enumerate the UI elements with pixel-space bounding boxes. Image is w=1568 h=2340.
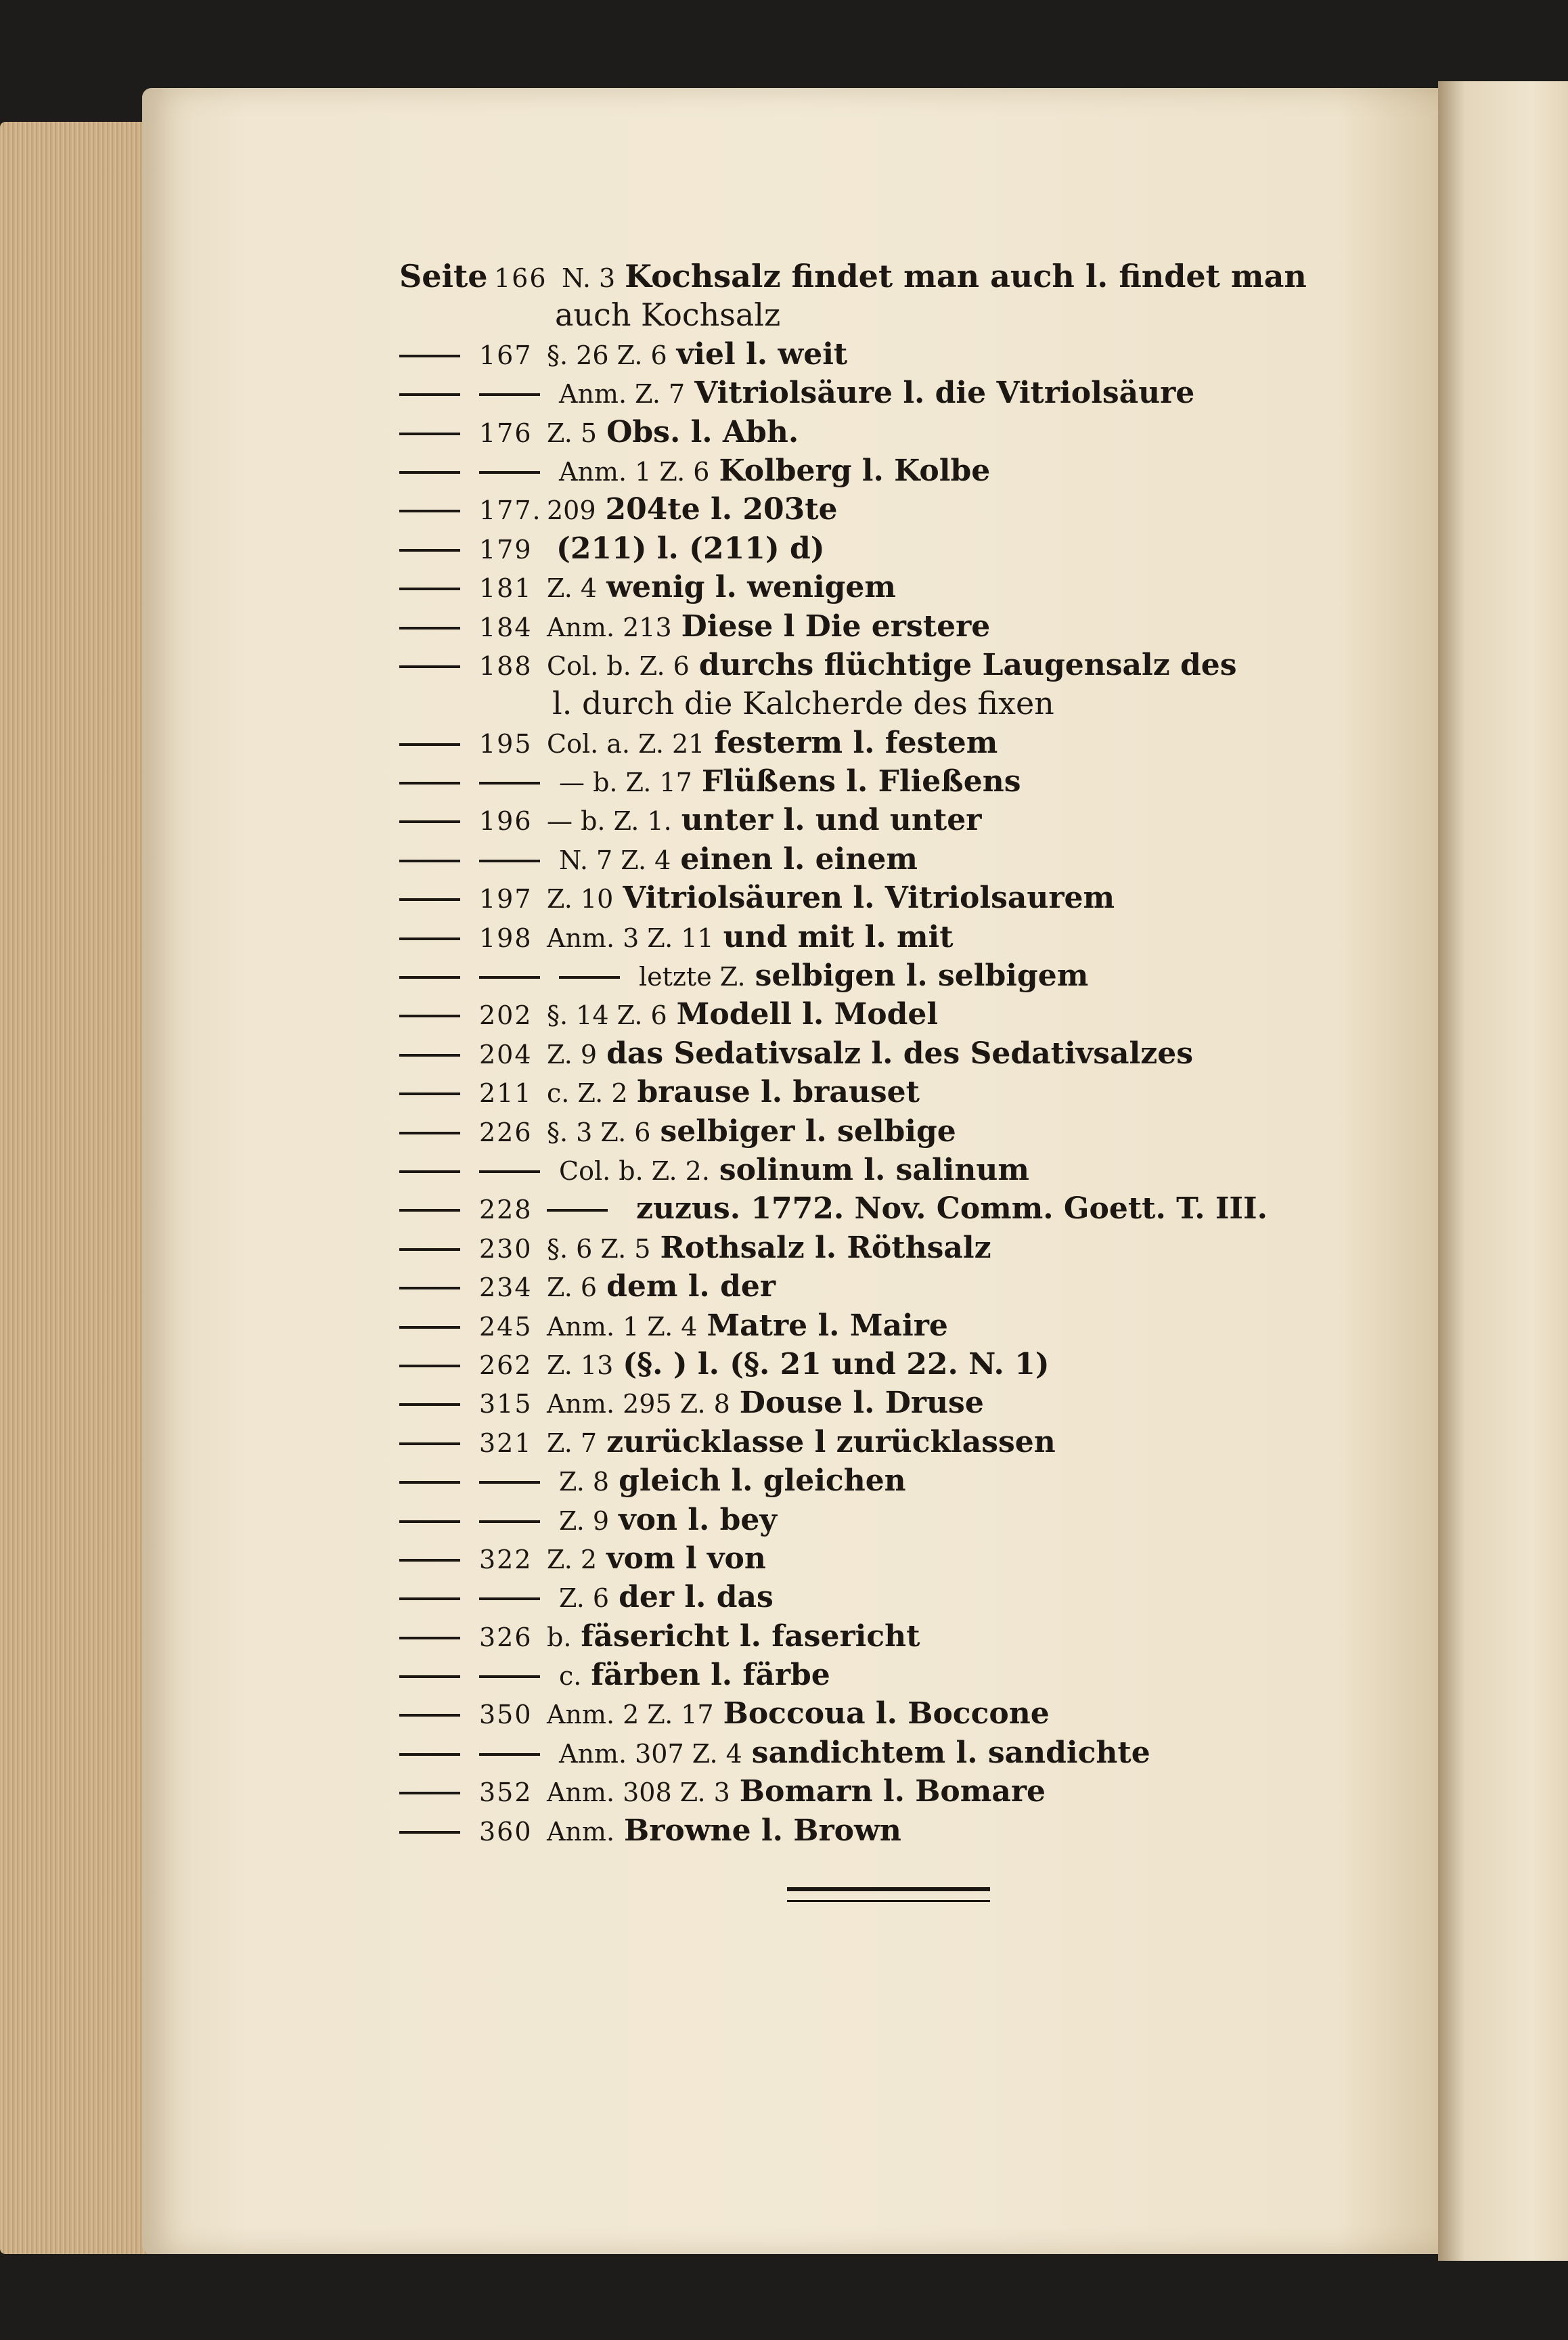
errata-entry [399,879,1387,917]
page-number: 326 [479,1622,533,1652]
ditto-dash [399,976,460,979]
page-number: 167 [479,340,533,370]
location-ref: Z. 2 [547,1544,598,1574]
location-ref: Z. 6 [559,1583,610,1614]
errata-entry [399,1151,1387,1189]
errata-entry [399,801,1387,839]
location-ref: — b. Z. 17 [559,768,692,798]
correction-text: Vitriolsäure l. die Vitriolsäure [694,376,1195,411]
location-ref: Z. 6 [547,1273,598,1303]
errata-entry [399,335,1387,374]
ditto-dash [399,1092,460,1095]
errata-entry [399,1694,1387,1733]
location-ref: §. 3 Z. 6 [547,1117,651,1147]
correction-text: 204te l. 203te [605,492,838,527]
location-ref: Anm. 3 Z. 11 [547,923,714,953]
errata-entry [399,451,1387,490]
ditto-page-dash [479,1597,540,1600]
location-ref: §. 26 Z. 6 [547,340,667,370]
correction-text: durchs flüchtige Laugensalz des [698,647,1237,682]
ditto-page-dash [479,860,540,862]
correction-text: viel l. weit [676,336,848,372]
errata-entry [399,1501,1387,1539]
page-number: 350 [479,1700,533,1730]
ditto-dash [399,665,460,668]
ditto-page-dash [479,1753,540,1756]
correction-text: Kochsalz findet man auch l. findet man [625,258,1307,294]
ditto-dash [399,588,460,590]
ditto-dash [399,1365,460,1367]
errata-entry [399,1811,1387,1850]
errata-entry [399,1578,1387,1616]
errata-entry [399,374,1387,412]
ditto-dash [399,549,460,552]
errata-entry [399,1734,1387,1772]
errata-entry [399,918,1387,956]
ditto-dash [399,937,460,940]
errata-entry [399,724,1387,762]
location-ref: Anm. 1 Z. 6 [559,456,710,487]
ditto-dash [399,1481,460,1484]
errata-entry [399,1617,1387,1656]
location-ref: Anm. Z. 7 [559,379,686,410]
errata-entry [399,490,1387,529]
ditto-dash [399,743,460,746]
page-number: 181 [479,573,533,604]
location-ref: letzte Z. [639,962,746,992]
errata-entry [399,1461,1387,1500]
page-number: 179 [479,534,533,565]
errata-entry [399,1112,1387,1151]
correction-text: (§. ) l. (§. 21 und 22. N. 1) [623,1346,1050,1382]
ditto-dash [399,782,460,785]
errata-continuation: l. durch die Kalcherde des fixen [552,685,1054,722]
location-ref: c. [559,1661,582,1692]
correction-text: unter l. und unter [681,803,982,838]
correction-text: fäsericht l. fasericht [581,1618,920,1654]
errata-entry [399,568,1387,606]
ditto-page-dash [479,1170,540,1173]
location-ref: Anm. 295 Z. 8 [547,1389,730,1419]
ditto-dash [399,1637,460,1639]
ditto-dash [399,1714,460,1717]
page-number: 360 [479,1816,533,1847]
page-number: 352 [479,1778,533,1808]
errata-entry [399,413,1387,451]
errata-list [399,257,1387,1850]
page-number: 226 [479,1117,533,1147]
correction-text: (211) l. (211) d) [556,531,825,566]
location-ref: 209 [547,495,596,526]
errata-entry [399,1384,1387,1422]
correction-text: dem l. der [606,1269,776,1304]
page-number: 198 [479,923,533,953]
location-ref: Anm. 308 Z. 3 [547,1778,730,1808]
ditto-dash [399,1792,460,1794]
correction-text: der l. das [619,1580,774,1615]
location-ref: N. 3 [562,263,616,293]
correction-text: von l. bey [619,1502,777,1537]
correction-text: das Sedativsalz l. des Sedativsalzes [606,1036,1193,1071]
location-ref: Col. b. Z. 6 [547,650,690,681]
closing-double-rule [787,1887,990,1902]
seite-label: Seite [399,258,488,294]
correction-text: Flüßens l. Fließens [701,764,1021,799]
ditto-page-dash [479,393,540,396]
ditto-location-dash [559,976,620,979]
correction-text: Matre l. Maire [707,1308,948,1343]
page-number: 176 [479,418,533,448]
location-ref: b. [547,1622,572,1652]
location-ref: Z. 4 [547,573,598,604]
page-number: 188 [479,650,533,681]
page-number: 230 [479,1233,533,1264]
location-ref: Anm. [547,1816,615,1847]
location-ref: Z. 7 [547,1428,598,1458]
page-number: 234 [479,1273,533,1303]
page-number: 228 [479,1195,533,1225]
location-ref: Anm. 2 Z. 17 [547,1700,714,1730]
location-ref: Z. 13 [547,1350,614,1380]
ditto-dash [399,1209,460,1212]
errata-entry [399,1656,1387,1694]
correction-text: Boccoua l. Boccone [723,1696,1050,1731]
page-number: 196 [479,806,533,837]
page-number: 166 [494,263,547,293]
location-ref: §. 6 Z. 5 [547,1233,651,1264]
page-number: 184 [479,612,533,642]
errata-entry [399,257,1387,296]
correction-text: Modell l. Model [676,997,939,1032]
errata-entry [399,1539,1387,1578]
location-ref: c. Z. 2 [547,1078,628,1109]
ditto-dash [399,1170,460,1173]
ditto-dash [399,1403,460,1406]
ditto-dash [399,1326,460,1329]
ditto-dash [399,860,460,862]
ditto-dash [399,1831,460,1834]
correction-text: Kolberg l. Kolbe [719,453,991,488]
ditto-dash [399,433,460,435]
ditto-dash [399,627,460,630]
ditto-page-dash [479,782,540,785]
ditto-dash [399,1753,460,1756]
ditto-dash [399,898,460,901]
ditto-dash [399,1559,460,1562]
page-number: 315 [479,1389,533,1419]
page-number: 202 [479,1000,533,1031]
correction-text: solinum l. salinum [719,1152,1029,1187]
errata-entry [399,1189,1387,1228]
correction-text: Obs. l. Abh. [606,414,799,449]
facing-page-edge [1438,81,1568,2261]
page-number: 204 [479,1039,533,1069]
errata-entry [399,646,1387,684]
page-number: 321 [479,1428,533,1458]
ditto-dash [399,1442,460,1445]
correction-text: färben l. färbe [591,1658,830,1693]
correction-text: zuzus. 1772. Nov. Comm. Goett. T. III. [636,1191,1268,1227]
errata-entry [399,762,1387,801]
correction-text: gleich l. gleichen [619,1463,906,1499]
location-ref: Anm. 307 Z. 4 [559,1738,742,1769]
ditto-dash [399,1675,460,1678]
location-ref: N. 7 Z. 4 [559,845,671,875]
correction-text: selbiger l. selbige [660,1113,956,1149]
location-ref: Z. 5 [547,418,598,448]
correction-text: wenig l. wenigem [606,570,896,605]
errata-entry [399,1267,1387,1306]
ditto-page-dash [479,1481,540,1484]
ditto-dash [399,1132,460,1134]
ditto-dash [399,1015,460,1017]
errata-continuation: auch Kochsalz [555,296,781,334]
correction-text: Rothsalz l. Röthsalz [660,1230,991,1265]
location-ref: Z. 8 [559,1467,610,1497]
correction-text: vom l von [606,1541,766,1576]
page-number: 245 [479,1311,533,1342]
errata-entry [399,1306,1387,1345]
errata-entry [399,1772,1387,1811]
errata-entry [399,607,1387,646]
ditto-dash [399,393,460,396]
ditto-page-dash [479,471,540,474]
correction-text: selbigen l. selbigem [755,958,1089,994]
correction-text: Browne l. Brown [624,1813,901,1848]
ditto-dash [399,355,460,357]
ditto-dash [399,471,460,474]
ditto-page-dash [479,1675,540,1678]
correction-text: Diese l Die erstere [681,609,991,644]
correction-text: einen l. einem [680,841,918,877]
correction-text: Vitriolsäuren l. Vitriolsaurem [623,881,1115,916]
location-ref: Col. b. Z. 2. [559,1155,710,1186]
page-number: 211 [479,1078,533,1109]
ditto-dash [399,820,460,823]
errata-entry [399,1423,1387,1461]
errata-entry [399,840,1387,879]
location-ref: Anm. 213 [547,612,672,642]
errata-entry [399,1034,1387,1073]
page-number: 262 [479,1350,533,1380]
correction-text: festerm l. festem [714,725,998,760]
correction-text: sandichtem l. sandichte [751,1735,1150,1770]
location-ref: Z. 9 [547,1039,598,1069]
page-number: 195 [479,728,533,759]
correction-text: Bomarn l. Bomare [739,1774,1046,1809]
ditto-dash [399,1054,460,1057]
page-number: 177. [479,495,542,526]
location-ref: Col. a. Z. 21 [547,728,705,759]
ditto-dash [399,1287,460,1289]
correction-text: und mit l. mit [723,919,954,954]
location-ref: Anm. 1 Z. 4 [547,1311,698,1342]
location-ref: Z. 9 [559,1505,610,1536]
location-ref: Z. 10 [547,884,614,914]
ditto-dash [399,510,460,512]
correction-text: zurücklasse l zurücklassen [606,1424,1056,1459]
errata-entry [399,1073,1387,1111]
errata-entry [399,995,1387,1034]
ditto-page-dash [479,1520,540,1523]
ditto-location-dash [547,1209,608,1212]
correction-text: Douse l. Druse [739,1386,984,1421]
ditto-dash [399,1597,460,1600]
errata-entry [399,1345,1387,1384]
correction-text: brause l. brauset [637,1075,920,1110]
errata-entry [399,956,1387,995]
errata-entry [399,529,1387,568]
ditto-page-dash [479,976,540,979]
ditto-dash [399,1520,460,1523]
location-ref: — b. Z. 1. [547,806,672,837]
page-number: 197 [479,884,533,914]
location-ref: §. 14 Z. 6 [547,1000,667,1031]
ditto-dash [399,1248,460,1251]
page-number: 322 [479,1544,533,1574]
errata-entry [399,1229,1387,1267]
